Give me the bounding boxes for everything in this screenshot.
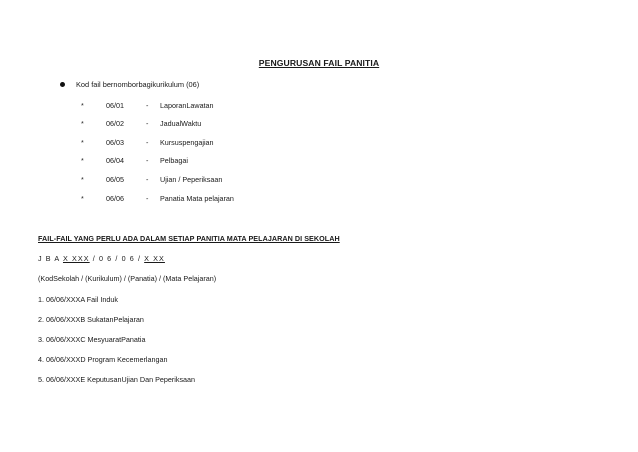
code-label: Pelbagai <box>160 156 188 165</box>
file-code: 06/06 <box>106 194 124 203</box>
section-heading: FAIL-FAIL YANG PERLU ADA DALAM SETIAP PANITIA MATA PELAJARAN DI SEKOLAH <box>38 234 340 243</box>
code-separator: - <box>146 119 149 128</box>
pattern-separator: / <box>134 254 145 263</box>
code-separator: - <box>146 156 149 165</box>
code-label: LaporanLawatan <box>160 101 214 110</box>
pattern-separator: / <box>89 254 99 263</box>
pattern-curriculum: 0 6 <box>98 254 113 263</box>
file-code: 06/04 <box>106 156 124 165</box>
pattern-separator: / <box>112 254 122 263</box>
asterisk-marker: * <box>81 175 84 184</box>
file-list-item: 5. 06/06/XXXE KeputusanUjian Dan Peperiksaan <box>38 375 196 384</box>
file-code: 06/03 <box>106 138 124 147</box>
bullet-text: Kod fail bernomborbagikurikulum (06) <box>76 80 200 89</box>
bullet-item <box>60 80 199 89</box>
asterisk-marker: * <box>81 156 84 165</box>
asterisk-marker: * <box>81 119 84 128</box>
pattern-panel: 0 6 <box>121 254 135 263</box>
document-title: PENGURUSAN FAIL PANITIA <box>258 58 380 68</box>
code-separator: - <box>146 194 149 203</box>
asterisk-marker: * <box>81 101 84 110</box>
code-separator: - <box>146 138 149 147</box>
file-code-pattern <box>38 254 165 263</box>
pattern-school: X XXX <box>62 254 90 263</box>
code-pattern-legend: (KodSekolah / (Kurikulum) / (Panatia) / (Mata Pelajaran) <box>38 274 217 283</box>
pattern-prefix: J B A <box>38 254 63 263</box>
code-label: Kursuspengajian <box>160 138 214 147</box>
file-code: 06/02 <box>106 119 124 128</box>
file-list-item: 3. 06/06/XXXC MesyuaratPanatia <box>38 335 146 344</box>
file-list-item: 4. 06/06/XXXD Program Kecemerlangan <box>38 355 168 364</box>
file-code: 06/01 <box>106 101 124 110</box>
code-separator: - <box>146 175 149 184</box>
code-label: Ujian / Peperiksaan <box>160 175 223 184</box>
code-label: Panatia Mata pelajaran <box>160 194 234 203</box>
pattern-subject: X XX <box>144 254 165 263</box>
file-code: 06/05 <box>106 175 124 184</box>
code-separator: - <box>146 101 149 110</box>
file-list-item: 2. 06/06/XXXB SukatanPelajaran <box>38 315 144 324</box>
asterisk-marker: * <box>81 138 84 147</box>
file-list-item: 1. 06/06/XXXA Fail Induk <box>38 295 118 304</box>
code-label: JadualWaktu <box>160 119 202 128</box>
asterisk-marker: * <box>81 194 84 203</box>
bullet-dot-icon <box>60 82 65 87</box>
